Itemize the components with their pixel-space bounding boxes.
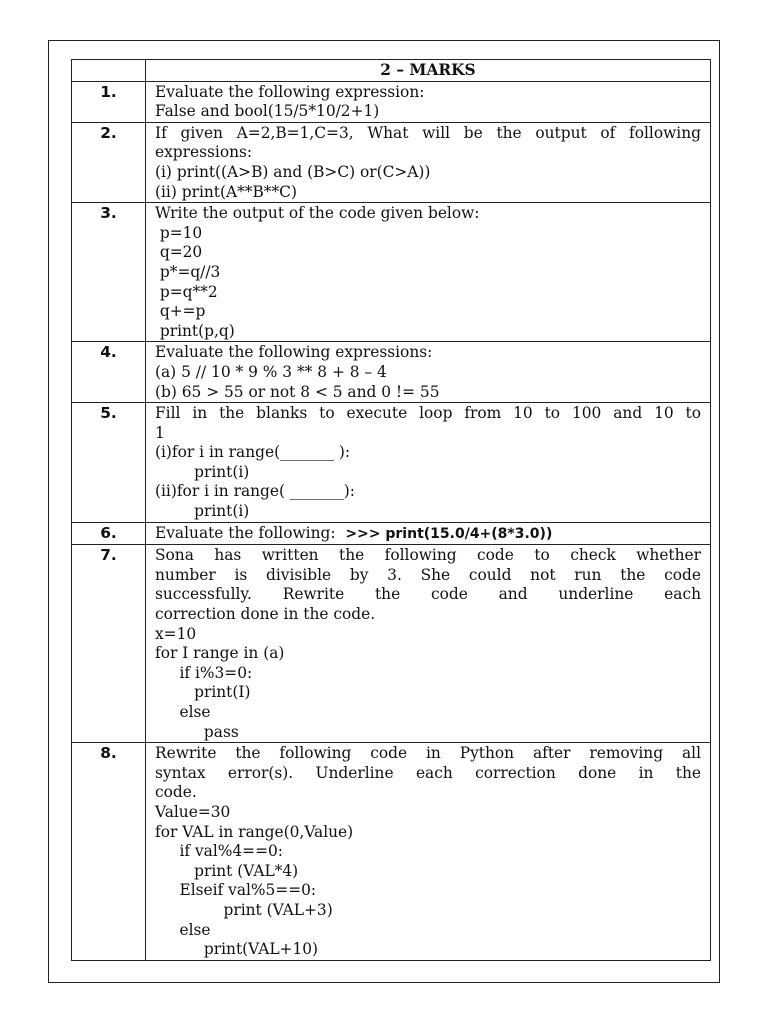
code-line: if val%4==0: bbox=[155, 842, 283, 861]
code-line: print(VAL+10) bbox=[155, 940, 319, 959]
question-text bbox=[146, 403, 711, 523]
question-line: (b) 65 > 55 or not 8 < 5 and 0 != 55 bbox=[155, 382, 440, 401]
code-line: Elseif val%5==0: bbox=[155, 881, 317, 900]
question-text bbox=[146, 81, 711, 122]
code-line: q+=p bbox=[155, 302, 206, 321]
section-heading: 2 – MARKS bbox=[146, 60, 711, 82]
question-line: Evaluate the following expression: bbox=[155, 82, 425, 101]
header-row bbox=[72, 60, 711, 82]
question-number: 4. bbox=[72, 342, 146, 403]
question-line: (ii) print(A**B**C) bbox=[155, 182, 297, 201]
code-line: (i)for i in range(_______ ): bbox=[155, 443, 351, 462]
code-line: Value=30 bbox=[155, 802, 231, 821]
code-line: p=q**2 bbox=[155, 282, 218, 301]
code-line: print(i) bbox=[155, 502, 250, 521]
question-number: 3. bbox=[72, 203, 146, 342]
question-text bbox=[146, 545, 711, 743]
question-line: Evaluate the following expressions: bbox=[155, 343, 433, 362]
question-line bbox=[155, 524, 701, 545]
question-line: expressions: bbox=[155, 143, 253, 162]
code-line: for I range in (a) bbox=[155, 644, 285, 663]
question-line: (a) 5 // 10 * 9 % 3 ** 8 + 8 – 4 bbox=[155, 362, 387, 381]
code-line: print (VAL*4) bbox=[155, 861, 299, 880]
question-row bbox=[72, 342, 711, 403]
question-line: syntax error(s). Underline each correction done in the bbox=[155, 763, 701, 782]
question-line: number is divisible by 3. She could not run the code bbox=[155, 565, 701, 584]
code-line: print(p,q) bbox=[155, 321, 235, 340]
question-row bbox=[72, 743, 711, 961]
code-line: p*=q//3 bbox=[155, 262, 221, 281]
question-text bbox=[146, 342, 711, 403]
question-text bbox=[146, 743, 711, 961]
question-prefix: Evaluate the following: bbox=[155, 523, 346, 542]
question-row bbox=[72, 545, 711, 743]
code-line: else bbox=[155, 920, 211, 939]
code-line: (ii)for i in range( _______): bbox=[155, 482, 355, 501]
question-line: If given A=2,B=1,C=3, What will be the output of following bbox=[155, 123, 701, 142]
question-row bbox=[72, 403, 711, 523]
code-line: x=10 bbox=[155, 624, 197, 643]
question-text bbox=[146, 122, 711, 202]
question-text bbox=[146, 522, 711, 545]
question-row bbox=[72, 522, 711, 545]
question-text bbox=[146, 203, 711, 342]
question-line: Write the output of the code given below: bbox=[155, 204, 480, 223]
code-line: for VAL in range(0,Value) bbox=[155, 822, 354, 841]
code-line: print(i) bbox=[155, 462, 250, 481]
question-line: code. bbox=[155, 783, 197, 802]
question-number: 5. bbox=[72, 403, 146, 523]
question-row bbox=[72, 203, 711, 342]
question-line: 1 bbox=[155, 423, 165, 442]
question-row bbox=[72, 81, 711, 122]
code-line: if i%3=0: bbox=[155, 663, 253, 682]
question-line: Rewrite the following code in Python after removing all bbox=[155, 744, 701, 763]
code-expression: >>> print(15.0/4+(8*3.0)) bbox=[345, 525, 553, 542]
code-line: q=20 bbox=[155, 243, 203, 262]
question-row bbox=[72, 122, 711, 202]
code-line: print(I) bbox=[155, 683, 251, 702]
code-line: p=10 bbox=[155, 223, 203, 242]
number-cell bbox=[72, 60, 146, 82]
question-number: 7. bbox=[72, 545, 146, 743]
question-line: Sona has written the following code to check whether bbox=[155, 546, 701, 565]
code-line: print (VAL+3) bbox=[155, 900, 333, 919]
code-line: else bbox=[155, 703, 211, 721]
question-number: 1. bbox=[72, 81, 146, 122]
code-line: pass bbox=[155, 722, 239, 741]
question-line: successfully. Rewrite the code and underline each bbox=[155, 585, 701, 604]
question-number: 6. bbox=[72, 522, 146, 545]
question-line: correction done in the code. bbox=[155, 605, 376, 624]
questions-table bbox=[71, 59, 711, 961]
question-line: Fill in the blanks to execute loop from 10 to 100 and 10 to bbox=[155, 404, 701, 423]
question-number: 8. bbox=[72, 743, 146, 961]
question-number: 2. bbox=[72, 122, 146, 202]
question-line: (i) print((A>B) and (B>C) or(C>A)) bbox=[155, 162, 431, 181]
question-line: False and bool(15/5*10/2+1) bbox=[155, 102, 380, 121]
